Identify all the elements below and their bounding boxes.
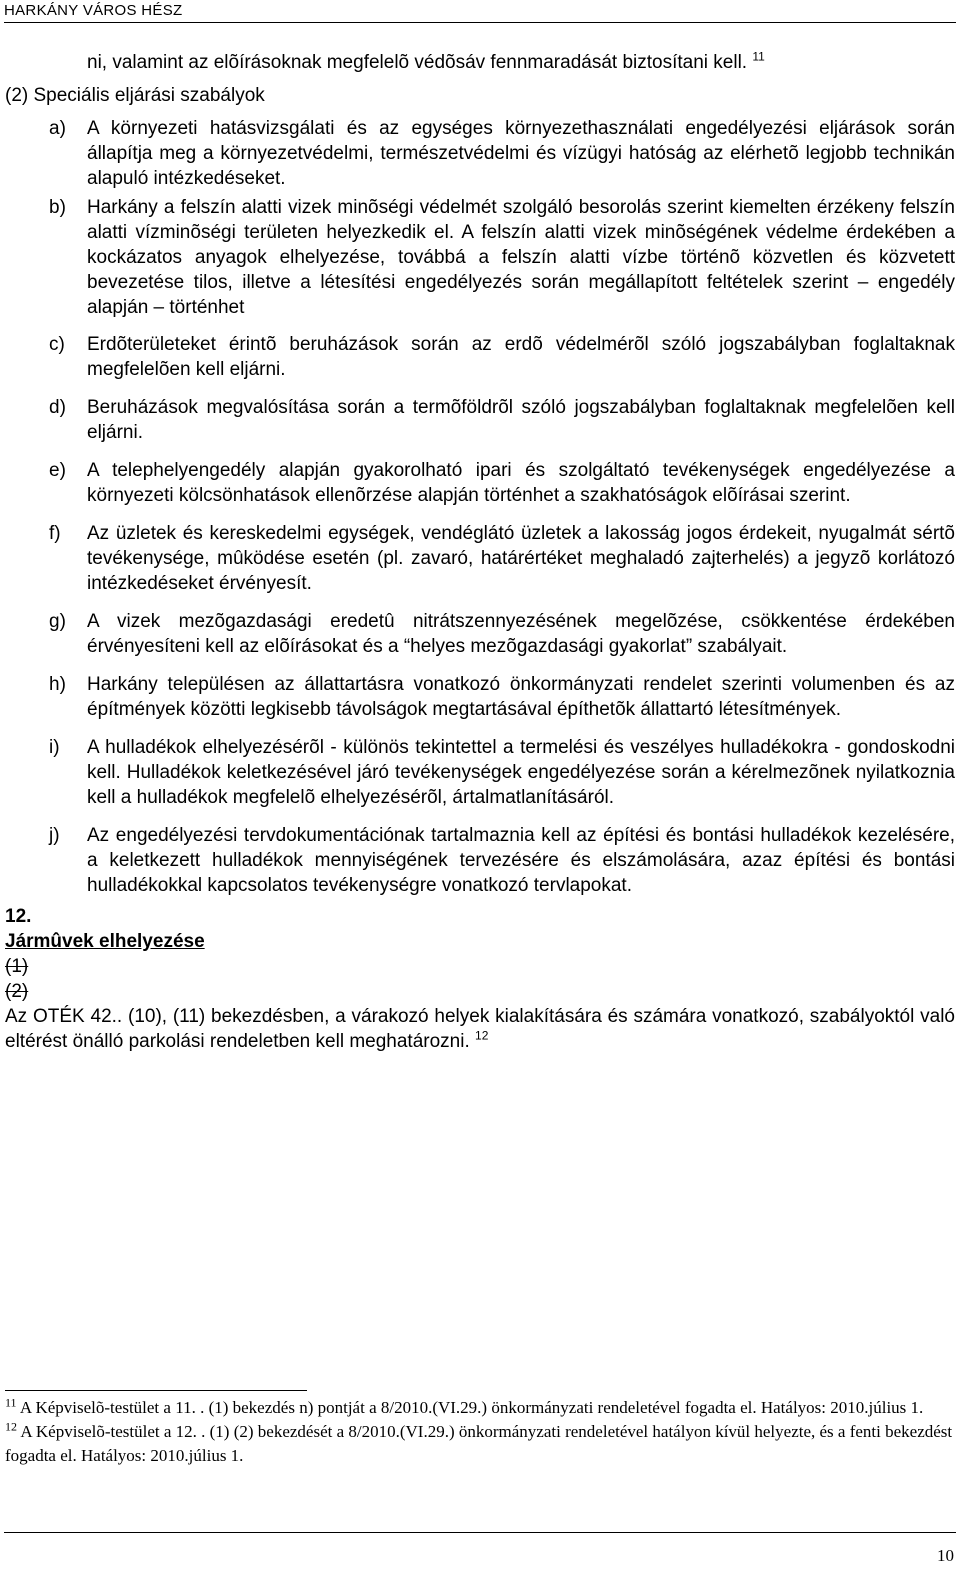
item-text: Erdõterületeket érintõ beruházások során az erdõ védelmérõl szóló jogszabályban foglaltaknak megfelelõen kell eljárni. [87,334,955,380]
section-12-body [5,1004,955,1054]
footnote-number: 11 [5,1395,17,1410]
struck-paragraph-2: (2) [5,981,29,1002]
item-text: Harkány a felszín alatti vizek minõségi védelmét szolgáló besorolás szerint kiemelten érzékeny felszín alatti vízminõségi területen helyezkedik el. A felszín alatti vizek minõségének védelme érdekében a kockázatos anyagok elhelyezése, továbbá a felszín alatti vízbe történõ közvetlen és közvetett bevezetése tilos, illetve a létesítési engedélyezés során megállapított feltételek szerint – engedély alapján – történhet [87,197,955,318]
footnotes [5,1396,955,1468]
list-item-d [5,395,955,445]
list-item-j [5,823,955,898]
list-item-b [5,195,955,320]
page-number: 10 [937,1546,954,1565]
footer-rule [4,1532,956,1533]
section-number: 12. [5,906,32,927]
struck-paragraph-1: (1) [5,956,29,977]
continuation-text: ni, valamint az elõírásoknak megfelelõ védõsáv fennmaradását biztosítani kell. [87,52,748,73]
footnote-ref-11[interactable]: 11 [752,49,765,64]
main-content [5,50,955,1054]
item-text: A vizek mezõgazdasági eredetû nitrátszennyezésének megelõzése, csökkentése érdekében érvényesíteni kell az elõírásokat és a “helyes mezõgazdasági gyakorlat” szabályait. [87,611,955,657]
footnote-number: 12 [5,1419,17,1434]
list-item-h [5,672,955,722]
footnote-ref-12[interactable]: 12 [475,1028,489,1043]
item-text: A hulladékok elhelyezésérõl - különös tekintettel a termelési és veszélyes hulladékokra - gondoskodni kell. Hulladékok keletkezésével járó tevékenységek engedélyezése során a kérelmezõnek nyilatkoznia kell a hulladékok megfelelõ elhelyezésérõl, ártalmatlanításáról. [87,737,955,808]
item-letter: e) [49,460,66,481]
footnote-text: A Képviselõ-testület a 11. . (1) bekezdés n) pontját a 8/2010.(VI.29.) önkormányzati rendeletével fogadta el. Hatályos: 2010.július 1. [19,1398,924,1417]
item-letter: c) [49,334,65,355]
footnote-12 [5,1420,955,1468]
item-text: Az engedélyezési tervdokumentációnak tartalmaznia kell az építési és bontási hulladékok kezelésére, a keletkezett hulladékok mennyiségének tervezésére és elszámolására, azaz építési és bontási hulladékokkal kapcsolatos tevékenységre vonatkozó tervlapokat. [87,825,955,896]
item-letter: a) [49,118,66,139]
rule-list [5,116,955,898]
item-letter: i) [49,737,60,758]
list-item-g [5,609,955,659]
list-item-i [5,735,955,810]
item-letter: d) [49,397,66,418]
item-text: Beruházások megvalósítása során a termõföldrõl szóló jogszabályban foglaltaknak megfelelõen kell eljárni. [87,397,955,443]
footnote-separator [5,1390,307,1391]
item-text: Harkány településen az állattartásra vonatkozó önkormányzati rendelet szerinti volumenben és az építmények közötti legkisebb távolságok megtartásával építhetõk állattartó létesítmények. [87,674,955,720]
section-12 [5,904,955,1054]
item-text: A környezeti hatásvizsgálati és az egységes környezethasználati engedélyezési eljárások során állapítja meg a környezetvédelmi, természetvédelmi és vízügyi hatóság az elérhetõ legjobb technikán alapuló intézkedéseket. [87,118,955,189]
section-12-text: Az OTÉK 42.. (10), (11) bekezdésben, a várakozó helyek kialakítására és számára vonatkozó, szabályoktól való eltérést önálló parkolási rendeletben kell meghatározni. [5,1006,955,1052]
item-text: Az üzletek és kereskedelmi egységek, vendéglátó üzletek a lakosság jogos érdekeit, nyugalmát sértõ tevékenysége, mûködése esetén (pl. zavaró, határértéket meghaladó zajterhelés) a jegyzõ korlátozó intézkedéseket érvényesít. [87,523,955,594]
continuation-paragraph [87,50,955,75]
running-header: HARKÁNY VÁROS HÉSZ [4,2,183,19]
item-letter: g) [49,611,66,632]
list-item-e [5,458,955,508]
item-letter: h) [49,674,66,695]
list-item-f [5,521,955,596]
item-letter: f) [49,523,61,544]
footnote-11 [5,1396,955,1420]
list-item-a [5,116,955,191]
item-text: A telephelyengedély alapján gyakorolható ipari és szolgáltató tevékenységek engedélyezése a környezeti kölcsönhatások ellenõrzése alapján történhet a szakhatóságok elõírásai szerint. [87,460,955,506]
item-letter: j) [49,825,60,846]
section-heading: Jármûvek elhelyezése [5,931,205,952]
item-letter: b) [49,197,66,218]
header-rule [4,22,956,23]
footnote-text: A Képviselõ-testület a 12. . (1) (2) bekezdését a 8/2010.(VI.29.) önkormányzati rendeletével hatályon kívül helyezte, és a fenti bekezdést fogadta el. Hatályos: 2010.július 1. [5,1422,953,1465]
list-item-c [5,332,955,382]
section-title: (2) Speciális eljárási szabályok [5,85,265,106]
